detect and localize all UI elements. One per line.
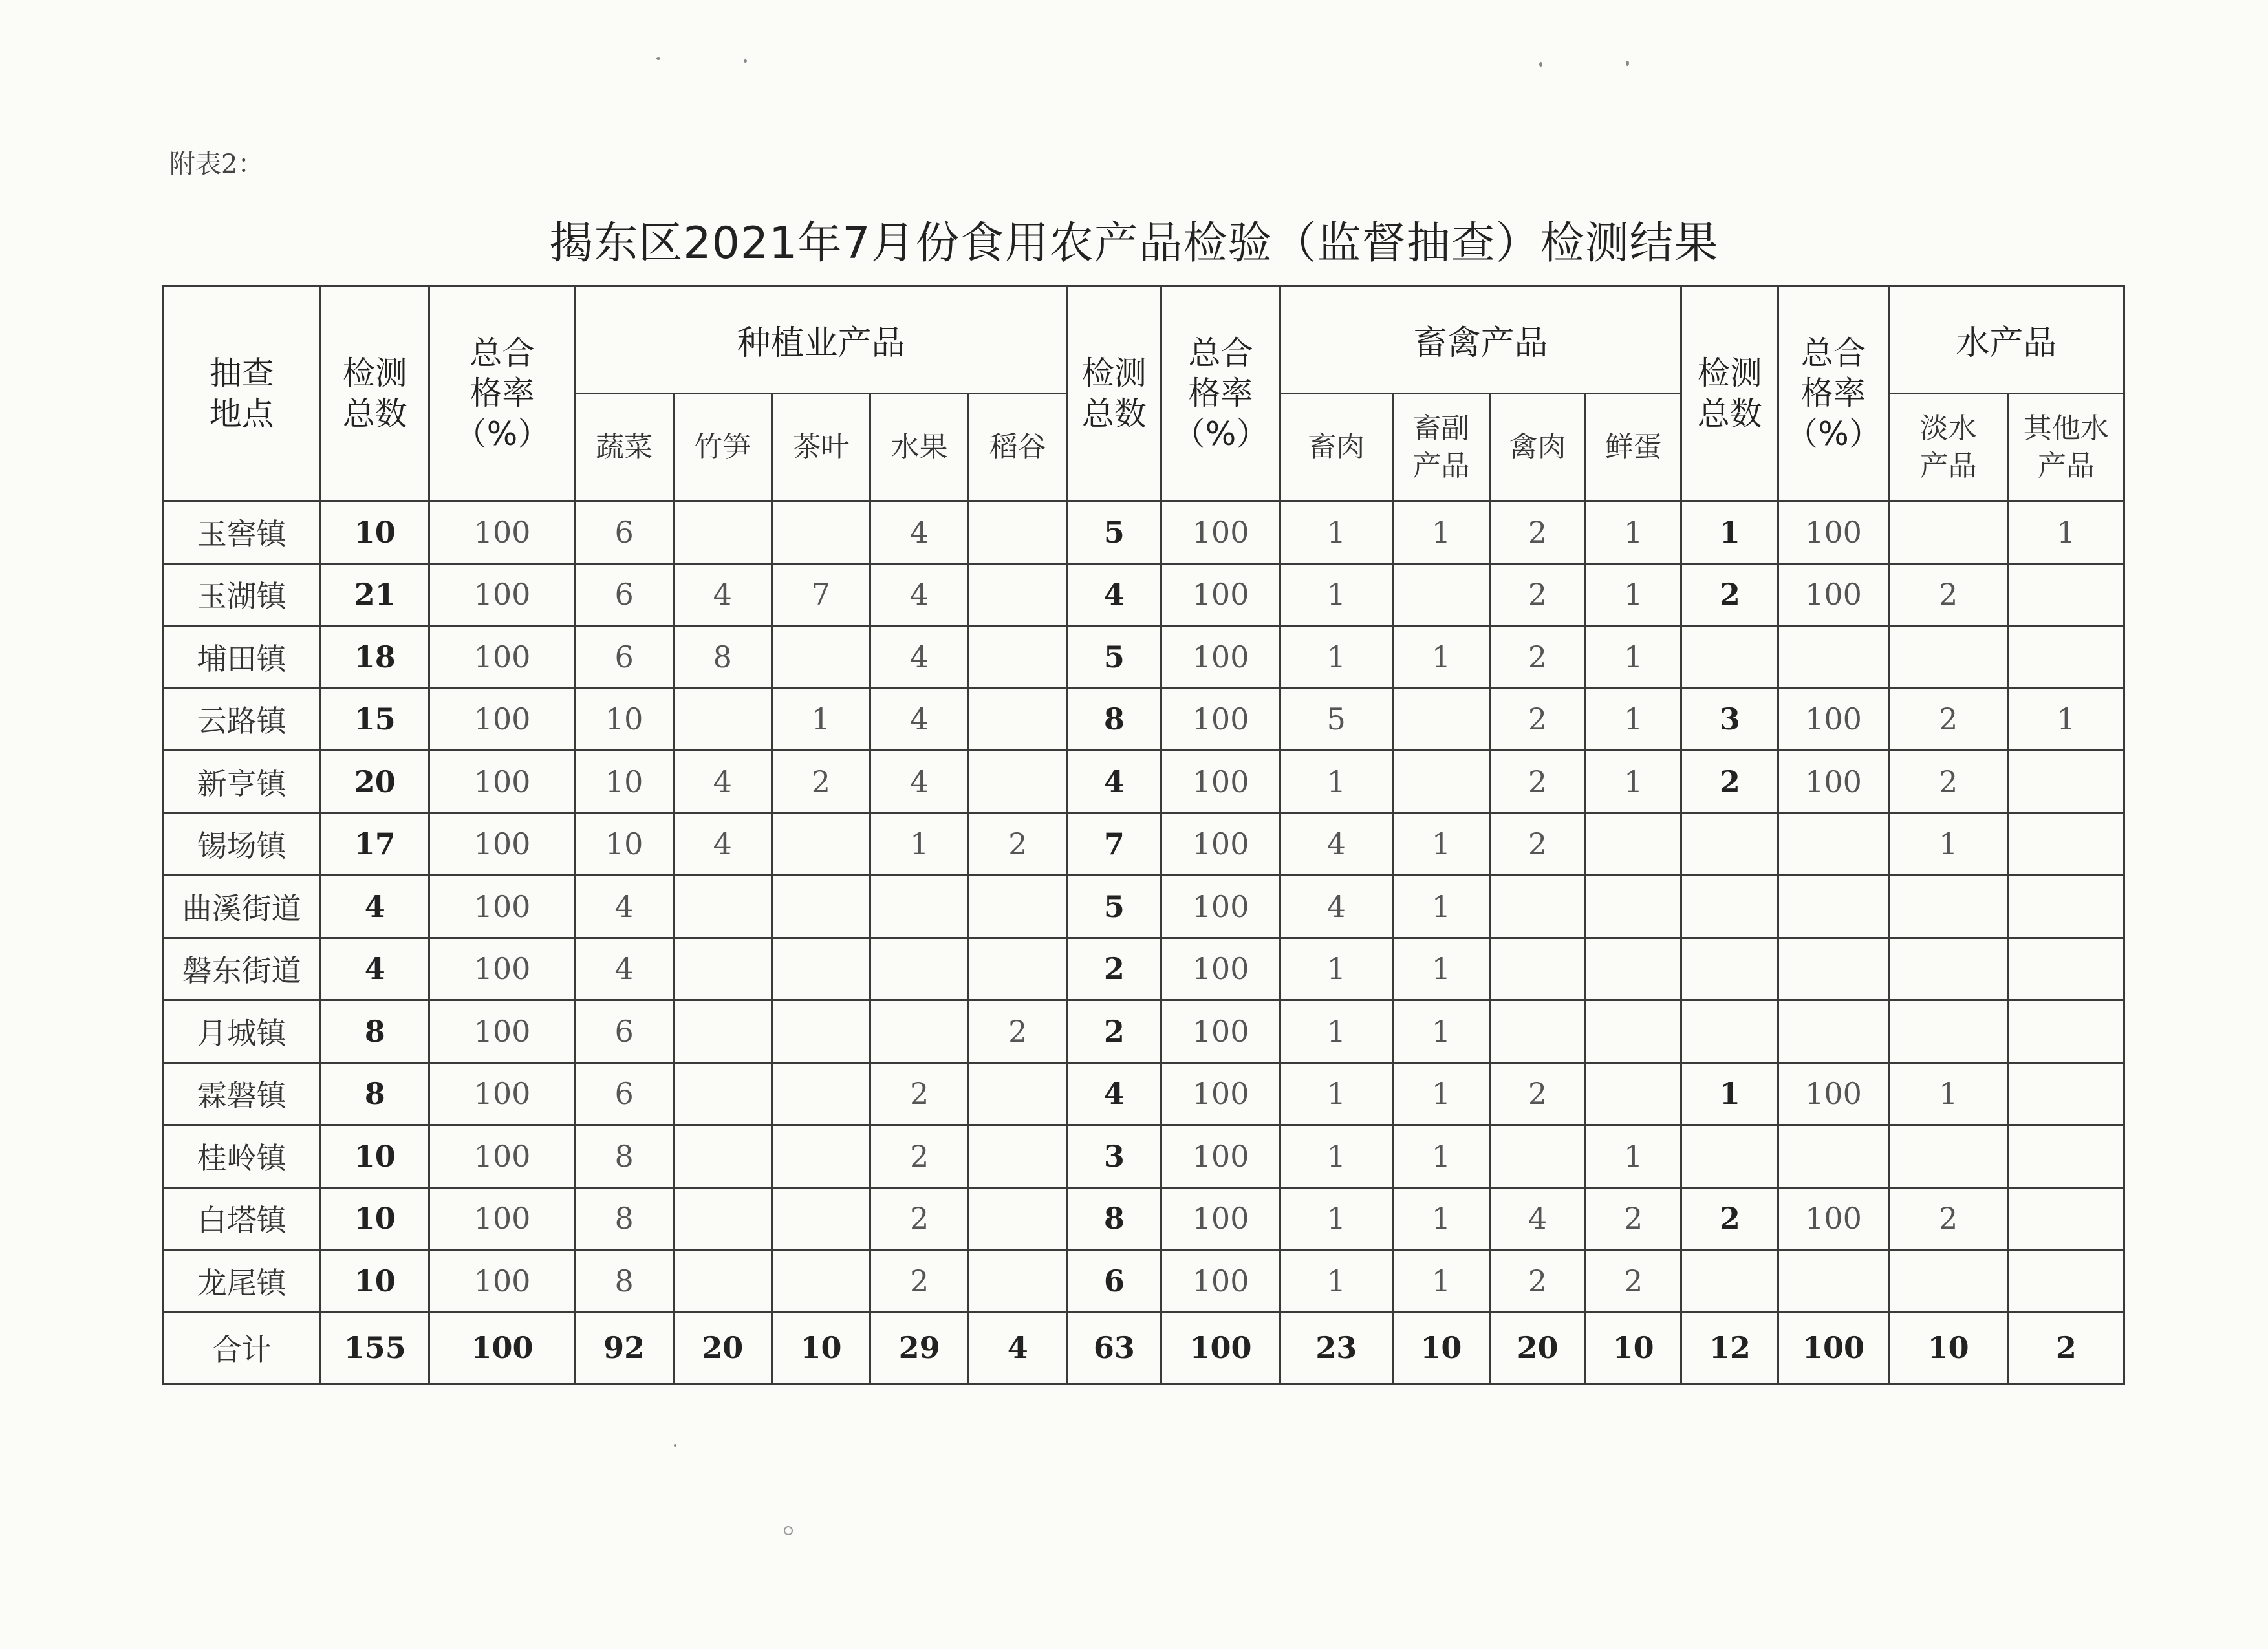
- cell-tea: [772, 813, 870, 876]
- table-row: [163, 1187, 2124, 1250]
- cell-bamboo-shoots: [673, 1250, 772, 1313]
- header-group-aquatic: 水产品: [1888, 286, 2124, 394]
- cell-other-aquatic-products: [2008, 1187, 2124, 1250]
- cell-aquatic-rate: 100: [1778, 688, 1888, 751]
- cell-aquatic-total: [1681, 938, 1778, 1000]
- cell-rice: [969, 938, 1067, 1000]
- cell-livestock-meat: 1: [1280, 1000, 1392, 1063]
- cell-livestock-total: 4: [1067, 1062, 1161, 1125]
- cell-livestock-meat: 1: [1280, 626, 1392, 689]
- cell-planting-total: 20: [321, 751, 429, 814]
- header-group-planting: 种植业产品: [575, 286, 1067, 394]
- table-row: [163, 1062, 2124, 1125]
- table-row: [163, 876, 2124, 938]
- cell-fruit: [870, 1000, 969, 1063]
- cell-livestock-total: 4: [1067, 751, 1161, 814]
- cell-aquatic-total: 3: [1681, 688, 1778, 751]
- cell-livestock-total: 2: [1067, 1000, 1161, 1063]
- cell-freshwater-products: [1888, 1125, 2008, 1188]
- cell-freshwater-products: 2: [1888, 1187, 2008, 1250]
- cell-rice: [969, 1250, 1067, 1313]
- header-aquatic-rate: 总合 格率 （%）: [1778, 286, 1888, 501]
- table-row: [163, 813, 2124, 876]
- cell-location: 云路镇: [163, 688, 321, 751]
- cell-livestock-meat: 1: [1280, 563, 1392, 626]
- header-fruit: 水果: [870, 394, 969, 501]
- cell-planting-total: 18: [321, 626, 429, 689]
- cell-rice: [969, 876, 1067, 938]
- cell-planting-rate: 100: [429, 626, 575, 689]
- cell-planting-rate: 100: [429, 751, 575, 814]
- cell-fresh-eggs: 1: [1586, 688, 1681, 751]
- cell-tea: [772, 1000, 870, 1063]
- header-vegetables: 蔬菜: [575, 394, 673, 501]
- cell-freshwater-products: [1888, 1250, 2008, 1313]
- cell-location: 白塔镇: [163, 1187, 321, 1250]
- cell-location: 霖磐镇: [163, 1062, 321, 1125]
- cell-planting-rate: 100: [429, 1000, 575, 1063]
- cell-planting-total: 4: [321, 938, 429, 1000]
- cell-livestock-byproducts: 1: [1392, 501, 1489, 564]
- cell-poultry-meat: [1489, 938, 1585, 1000]
- cell-livestock-meat: 4: [1280, 813, 1392, 876]
- cell-livestock-rate: 100: [1161, 626, 1280, 689]
- cell-livestock-total: 5: [1067, 626, 1161, 689]
- cell-tea: [772, 1125, 870, 1188]
- cell-location: 月城镇: [163, 1000, 321, 1063]
- cell-planting-rate: 100: [429, 813, 575, 876]
- cell-livestock-byproducts: 1: [1392, 1000, 1489, 1063]
- cell-tea: [772, 501, 870, 564]
- cell-livestock-rate: 100: [1161, 1312, 1280, 1383]
- cell-location: 玉窖镇: [163, 501, 321, 564]
- cell-poultry-meat: 2: [1489, 751, 1585, 814]
- cell-location: 曲溪街道: [163, 876, 321, 938]
- cell-bamboo-shoots: 8: [673, 626, 772, 689]
- cell-fruit: 2: [870, 1062, 969, 1125]
- cell-aquatic-total: [1681, 1000, 1778, 1063]
- cell-vegetables: 6: [575, 563, 673, 626]
- cell-poultry-meat: 2: [1489, 688, 1585, 751]
- cell-fresh-eggs: [1586, 1062, 1681, 1125]
- cell-tea: [772, 876, 870, 938]
- cell-fruit: 4: [870, 688, 969, 751]
- cell-fresh-eggs: 1: [1586, 563, 1681, 626]
- header-livestock-rate: 总合 格率 （%）: [1161, 286, 1280, 501]
- cell-fresh-eggs: 1: [1586, 626, 1681, 689]
- cell-aquatic-total: [1681, 626, 1778, 689]
- cell-planting-total: 8: [321, 1000, 429, 1063]
- cell-rice: [969, 626, 1067, 689]
- table-body: [163, 501, 2124, 1384]
- cell-livestock-meat: 1: [1280, 938, 1392, 1000]
- cell-fresh-eggs: 2: [1586, 1187, 1681, 1250]
- cell-freshwater-products: 1: [1888, 813, 2008, 876]
- cell-vegetables: 10: [575, 813, 673, 876]
- cell-planting-rate: 100: [429, 1312, 575, 1383]
- header-group-livestock: 畜禽产品: [1280, 286, 1681, 394]
- cell-livestock-meat: 23: [1280, 1312, 1392, 1383]
- cell-vegetables: 8: [575, 1250, 673, 1313]
- cell-aquatic-total: 12: [1681, 1312, 1778, 1383]
- cell-vegetables: 10: [575, 688, 673, 751]
- cell-aquatic-rate: 100: [1778, 1312, 1888, 1383]
- cell-livestock-byproducts: 1: [1392, 938, 1489, 1000]
- scan-speck: [1539, 62, 1542, 67]
- cell-livestock-rate: 100: [1161, 1250, 1280, 1313]
- cell-location: 埔田镇: [163, 626, 321, 689]
- cell-planting-rate: 100: [429, 501, 575, 564]
- cell-poultry-meat: 2: [1489, 626, 1585, 689]
- cell-livestock-total: 3: [1067, 1125, 1161, 1188]
- cell-planting-rate: 100: [429, 1250, 575, 1313]
- cell-planting-rate: 100: [429, 876, 575, 938]
- cell-livestock-meat: 1: [1280, 1062, 1392, 1125]
- cell-freshwater-products: 10: [1888, 1312, 2008, 1383]
- cell-bamboo-shoots: [673, 1062, 772, 1125]
- cell-bamboo-shoots: [673, 876, 772, 938]
- cell-livestock-meat: 1: [1280, 501, 1392, 564]
- scan-speck: [744, 59, 747, 63]
- cell-other-aquatic-products: 1: [2008, 501, 2124, 564]
- cell-fresh-eggs: [1586, 938, 1681, 1000]
- cell-rice: [969, 563, 1067, 626]
- header-other-aquatic-products: 其他水 产品: [2008, 394, 2124, 501]
- cell-other-aquatic-products: [2008, 626, 2124, 689]
- cell-rice: 2: [969, 813, 1067, 876]
- cell-tea: 7: [772, 563, 870, 626]
- cell-fruit: 4: [870, 626, 969, 689]
- cell-freshwater-products: [1888, 1000, 2008, 1063]
- cell-other-aquatic-products: [2008, 1250, 2124, 1313]
- cell-fresh-eggs: [1586, 1000, 1681, 1063]
- cell-livestock-byproducts: [1392, 563, 1489, 626]
- results-table: [162, 285, 2125, 1385]
- table-row: [163, 938, 2124, 1000]
- cell-aquatic-total: 1: [1681, 1062, 1778, 1125]
- cell-tea: [772, 1062, 870, 1125]
- cell-livestock-meat: 1: [1280, 751, 1392, 814]
- cell-bamboo-shoots: 4: [673, 563, 772, 626]
- cell-location: 新亨镇: [163, 751, 321, 814]
- cell-aquatic-rate: 100: [1778, 1187, 1888, 1250]
- cell-aquatic-rate: [1778, 876, 1888, 938]
- cell-freshwater-products: [1888, 626, 2008, 689]
- cell-rice: 4: [969, 1312, 1067, 1383]
- cell-rice: [969, 1062, 1067, 1125]
- cell-livestock-total: 4: [1067, 563, 1161, 626]
- table-row: [163, 501, 2124, 564]
- cell-fresh-eggs: [1586, 876, 1681, 938]
- page-title: 揭东区2021年7月份食用农产品检验（监督抽查）检测结果: [549, 218, 1719, 269]
- cell-planting-total: 15: [321, 688, 429, 751]
- header-bamboo-shoots: 竹笋: [673, 394, 772, 501]
- cell-aquatic-rate: [1778, 1000, 1888, 1063]
- cell-aquatic-total: [1681, 813, 1778, 876]
- cell-aquatic-rate: [1778, 626, 1888, 689]
- cell-rice: [969, 751, 1067, 814]
- cell-livestock-total: 5: [1067, 876, 1161, 938]
- cell-planting-total: 10: [321, 1250, 429, 1313]
- cell-location: 龙尾镇: [163, 1250, 321, 1313]
- cell-livestock-meat: 5: [1280, 688, 1392, 751]
- cell-other-aquatic-products: [2008, 938, 2124, 1000]
- header-freshwater-products: 淡水 产品: [1888, 394, 2008, 501]
- cell-rice: [969, 1187, 1067, 1250]
- cell-aquatic-rate: 100: [1778, 563, 1888, 626]
- cell-location: 锡场镇: [163, 813, 321, 876]
- cell-location: 玉湖镇: [163, 563, 321, 626]
- cell-fruit: 29: [870, 1312, 969, 1383]
- cell-livestock-rate: 100: [1161, 876, 1280, 938]
- cell-fruit: 4: [870, 501, 969, 564]
- cell-bamboo-shoots: 4: [673, 813, 772, 876]
- cell-livestock-rate: 100: [1161, 813, 1280, 876]
- cell-fruit: 2: [870, 1125, 969, 1188]
- cell-aquatic-rate: 100: [1778, 751, 1888, 814]
- cell-livestock-byproducts: 1: [1392, 813, 1489, 876]
- cell-aquatic-rate: 100: [1778, 501, 1888, 564]
- cell-aquatic-total: [1681, 1125, 1778, 1188]
- cell-freshwater-products: 1: [1888, 1062, 2008, 1125]
- cell-other-aquatic-products: [2008, 876, 2124, 938]
- cell-poultry-meat: 20: [1489, 1312, 1585, 1383]
- scan-speck: [656, 57, 660, 60]
- cell-vegetables: 8: [575, 1125, 673, 1188]
- cell-livestock-rate: 100: [1161, 938, 1280, 1000]
- cell-poultry-meat: 2: [1489, 813, 1585, 876]
- cell-livestock-rate: 100: [1161, 1062, 1280, 1125]
- cell-vegetables: 6: [575, 501, 673, 564]
- cell-aquatic-rate: 100: [1778, 1062, 1888, 1125]
- cell-location: 磐东街道: [163, 938, 321, 1000]
- cell-fresh-eggs: 10: [1586, 1312, 1681, 1383]
- cell-rice: 2: [969, 1000, 1067, 1063]
- cell-bamboo-shoots: 4: [673, 751, 772, 814]
- cell-planting-total: 4: [321, 876, 429, 938]
- cell-rice: [969, 688, 1067, 751]
- cell-vegetables: 10: [575, 751, 673, 814]
- cell-livestock-meat: 1: [1280, 1187, 1392, 1250]
- cell-location: 桂岭镇: [163, 1125, 321, 1188]
- cell-bamboo-shoots: [673, 688, 772, 751]
- cell-livestock-meat: 4: [1280, 876, 1392, 938]
- cell-planting-total: 21: [321, 563, 429, 626]
- cell-livestock-rate: 100: [1161, 1000, 1280, 1063]
- cell-other-aquatic-products: 2: [2008, 1312, 2124, 1383]
- table-row: [163, 751, 2124, 814]
- cell-livestock-byproducts: 1: [1392, 1062, 1489, 1125]
- cell-fresh-eggs: 1: [1586, 1125, 1681, 1188]
- header-row-groups: [163, 286, 2124, 394]
- scan-speck: [1626, 61, 1629, 66]
- cell-planting-rate: 100: [429, 938, 575, 1000]
- cell-planting-rate: 100: [429, 1125, 575, 1188]
- cell-tea: 1: [772, 688, 870, 751]
- cell-livestock-byproducts: 1: [1392, 1250, 1489, 1313]
- cell-freshwater-products: 2: [1888, 688, 2008, 751]
- cell-livestock-rate: 100: [1161, 688, 1280, 751]
- cell-poultry-meat: 2: [1489, 501, 1585, 564]
- cell-livestock-total: 63: [1067, 1312, 1161, 1383]
- cell-poultry-meat: 4: [1489, 1187, 1585, 1250]
- cell-fruit: 2: [870, 1187, 969, 1250]
- cell-tea: [772, 938, 870, 1000]
- cell-vegetables: 4: [575, 876, 673, 938]
- cell-vegetables: 92: [575, 1312, 673, 1383]
- cell-poultry-meat: 2: [1489, 563, 1585, 626]
- cell-livestock-rate: 100: [1161, 1187, 1280, 1250]
- cell-bamboo-shoots: [673, 501, 772, 564]
- total-row: [163, 1312, 2124, 1383]
- cell-fruit: [870, 876, 969, 938]
- cell-aquatic-total: 2: [1681, 563, 1778, 626]
- cell-bamboo-shoots: [673, 1187, 772, 1250]
- cell-other-aquatic-products: [2008, 1000, 2124, 1063]
- table-row: [163, 563, 2124, 626]
- cell-livestock-rate: 100: [1161, 501, 1280, 564]
- cell-aquatic-total: [1681, 1250, 1778, 1313]
- cell-poultry-meat: [1489, 1000, 1585, 1063]
- cell-livestock-rate: 100: [1161, 1125, 1280, 1188]
- cell-livestock-byproducts: 10: [1392, 1312, 1489, 1383]
- cell-fruit: 1: [870, 813, 969, 876]
- header-planting-rate: 总合 格率 （%）: [429, 286, 575, 501]
- cell-livestock-meat: 1: [1280, 1250, 1392, 1313]
- cell-freshwater-products: [1888, 501, 2008, 564]
- cell-other-aquatic-products: [2008, 1062, 2124, 1125]
- cell-livestock-total: 2: [1067, 938, 1161, 1000]
- cell-livestock-byproducts: [1392, 688, 1489, 751]
- cell-aquatic-total: 2: [1681, 751, 1778, 814]
- cell-poultry-meat: [1489, 876, 1585, 938]
- cell-planting-total: 8: [321, 1062, 429, 1125]
- cell-vegetables: 6: [575, 1000, 673, 1063]
- cell-planting-total: 155: [321, 1312, 429, 1383]
- cell-planting-rate: 100: [429, 1062, 575, 1125]
- cell-planting-rate: 100: [429, 563, 575, 626]
- cell-livestock-meat: 1: [1280, 1125, 1392, 1188]
- cell-livestock-total: 6: [1067, 1250, 1161, 1313]
- cell-poultry-meat: [1489, 1125, 1585, 1188]
- cell-vegetables: 4: [575, 938, 673, 1000]
- cell-planting-rate: 100: [429, 688, 575, 751]
- table-row: [163, 1000, 2124, 1063]
- header-location: 抽查 地点: [163, 286, 321, 501]
- header-planting-total: 检测 总数: [321, 286, 429, 501]
- cell-bamboo-shoots: [673, 1125, 772, 1188]
- cell-planting-total: 10: [321, 1125, 429, 1188]
- cell-aquatic-rate: [1778, 813, 1888, 876]
- cell-other-aquatic-products: [2008, 751, 2124, 814]
- cell-fruit: 4: [870, 563, 969, 626]
- table-row: [163, 1250, 2124, 1313]
- table-row: [163, 1125, 2124, 1188]
- cell-bamboo-shoots: 20: [673, 1312, 772, 1383]
- table-row: [163, 688, 2124, 751]
- scan-speck: [674, 1444, 676, 1447]
- cell-livestock-byproducts: 1: [1392, 1187, 1489, 1250]
- cell-aquatic-rate: [1778, 1250, 1888, 1313]
- cell-fresh-eggs: 1: [1586, 751, 1681, 814]
- cell-aquatic-rate: [1778, 938, 1888, 1000]
- cell-tea: [772, 626, 870, 689]
- cell-fresh-eggs: 1: [1586, 501, 1681, 564]
- cell-planting-total: 17: [321, 813, 429, 876]
- cell-aquatic-rate: [1778, 1125, 1888, 1188]
- cell-vegetables: 6: [575, 626, 673, 689]
- cell-livestock-rate: 100: [1161, 751, 1280, 814]
- table-row: [163, 626, 2124, 689]
- cell-aquatic-total: 1: [1681, 501, 1778, 564]
- cell-freshwater-products: [1888, 938, 2008, 1000]
- cell-other-aquatic-products: [2008, 813, 2124, 876]
- cell-other-aquatic-products: 1: [2008, 688, 2124, 751]
- cell-freshwater-products: 2: [1888, 563, 2008, 626]
- cell-vegetables: 8: [575, 1187, 673, 1250]
- cell-rice: [969, 501, 1067, 564]
- cell-livestock-total: 8: [1067, 1187, 1161, 1250]
- header-livestock-total: 检测 总数: [1067, 286, 1161, 501]
- cell-livestock-byproducts: 1: [1392, 1125, 1489, 1188]
- cell-livestock-byproducts: [1392, 751, 1489, 814]
- cell-location: 合计: [163, 1312, 321, 1383]
- header-livestock-byproducts: 畜副 产品: [1392, 394, 1489, 501]
- cell-tea: [772, 1250, 870, 1313]
- cell-livestock-rate: 100: [1161, 563, 1280, 626]
- cell-planting-total: 10: [321, 1187, 429, 1250]
- page-label: 附表2：: [169, 149, 264, 179]
- cell-livestock-total: 5: [1067, 501, 1161, 564]
- cell-livestock-total: 8: [1067, 688, 1161, 751]
- scan-speck: [784, 1526, 793, 1535]
- cell-fresh-eggs: 2: [1586, 1250, 1681, 1313]
- cell-livestock-byproducts: 1: [1392, 876, 1489, 938]
- cell-livestock-total: 7: [1067, 813, 1161, 876]
- cell-poultry-meat: 2: [1489, 1062, 1585, 1125]
- cell-fruit: [870, 938, 969, 1000]
- cell-rice: [969, 1125, 1067, 1188]
- header-fresh-eggs: 鲜蛋: [1586, 394, 1681, 501]
- cell-fruit: 4: [870, 751, 969, 814]
- cell-planting-total: 10: [321, 501, 429, 564]
- cell-aquatic-total: 2: [1681, 1187, 1778, 1250]
- cell-other-aquatic-products: [2008, 1125, 2124, 1188]
- cell-aquatic-total: [1681, 876, 1778, 938]
- cell-tea: 10: [772, 1312, 870, 1383]
- cell-vegetables: 6: [575, 1062, 673, 1125]
- cell-bamboo-shoots: [673, 938, 772, 1000]
- header-tea: 茶叶: [772, 394, 870, 501]
- cell-planting-rate: 100: [429, 1187, 575, 1250]
- cell-poultry-meat: 2: [1489, 1250, 1585, 1313]
- header-poultry-meat: 禽肉: [1489, 394, 1585, 501]
- cell-bamboo-shoots: [673, 1000, 772, 1063]
- cell-fresh-eggs: [1586, 813, 1681, 876]
- cell-freshwater-products: [1888, 876, 2008, 938]
- cell-livestock-byproducts: 1: [1392, 626, 1489, 689]
- cell-fruit: 2: [870, 1250, 969, 1313]
- header-aquatic-total: 检测 总数: [1681, 286, 1778, 501]
- cell-tea: 2: [772, 751, 870, 814]
- cell-other-aquatic-products: [2008, 563, 2124, 626]
- header-livestock-meat: 畜肉: [1280, 394, 1392, 501]
- cell-tea: [772, 1187, 870, 1250]
- header-rice: 稻谷: [969, 394, 1067, 501]
- cell-freshwater-products: 2: [1888, 751, 2008, 814]
